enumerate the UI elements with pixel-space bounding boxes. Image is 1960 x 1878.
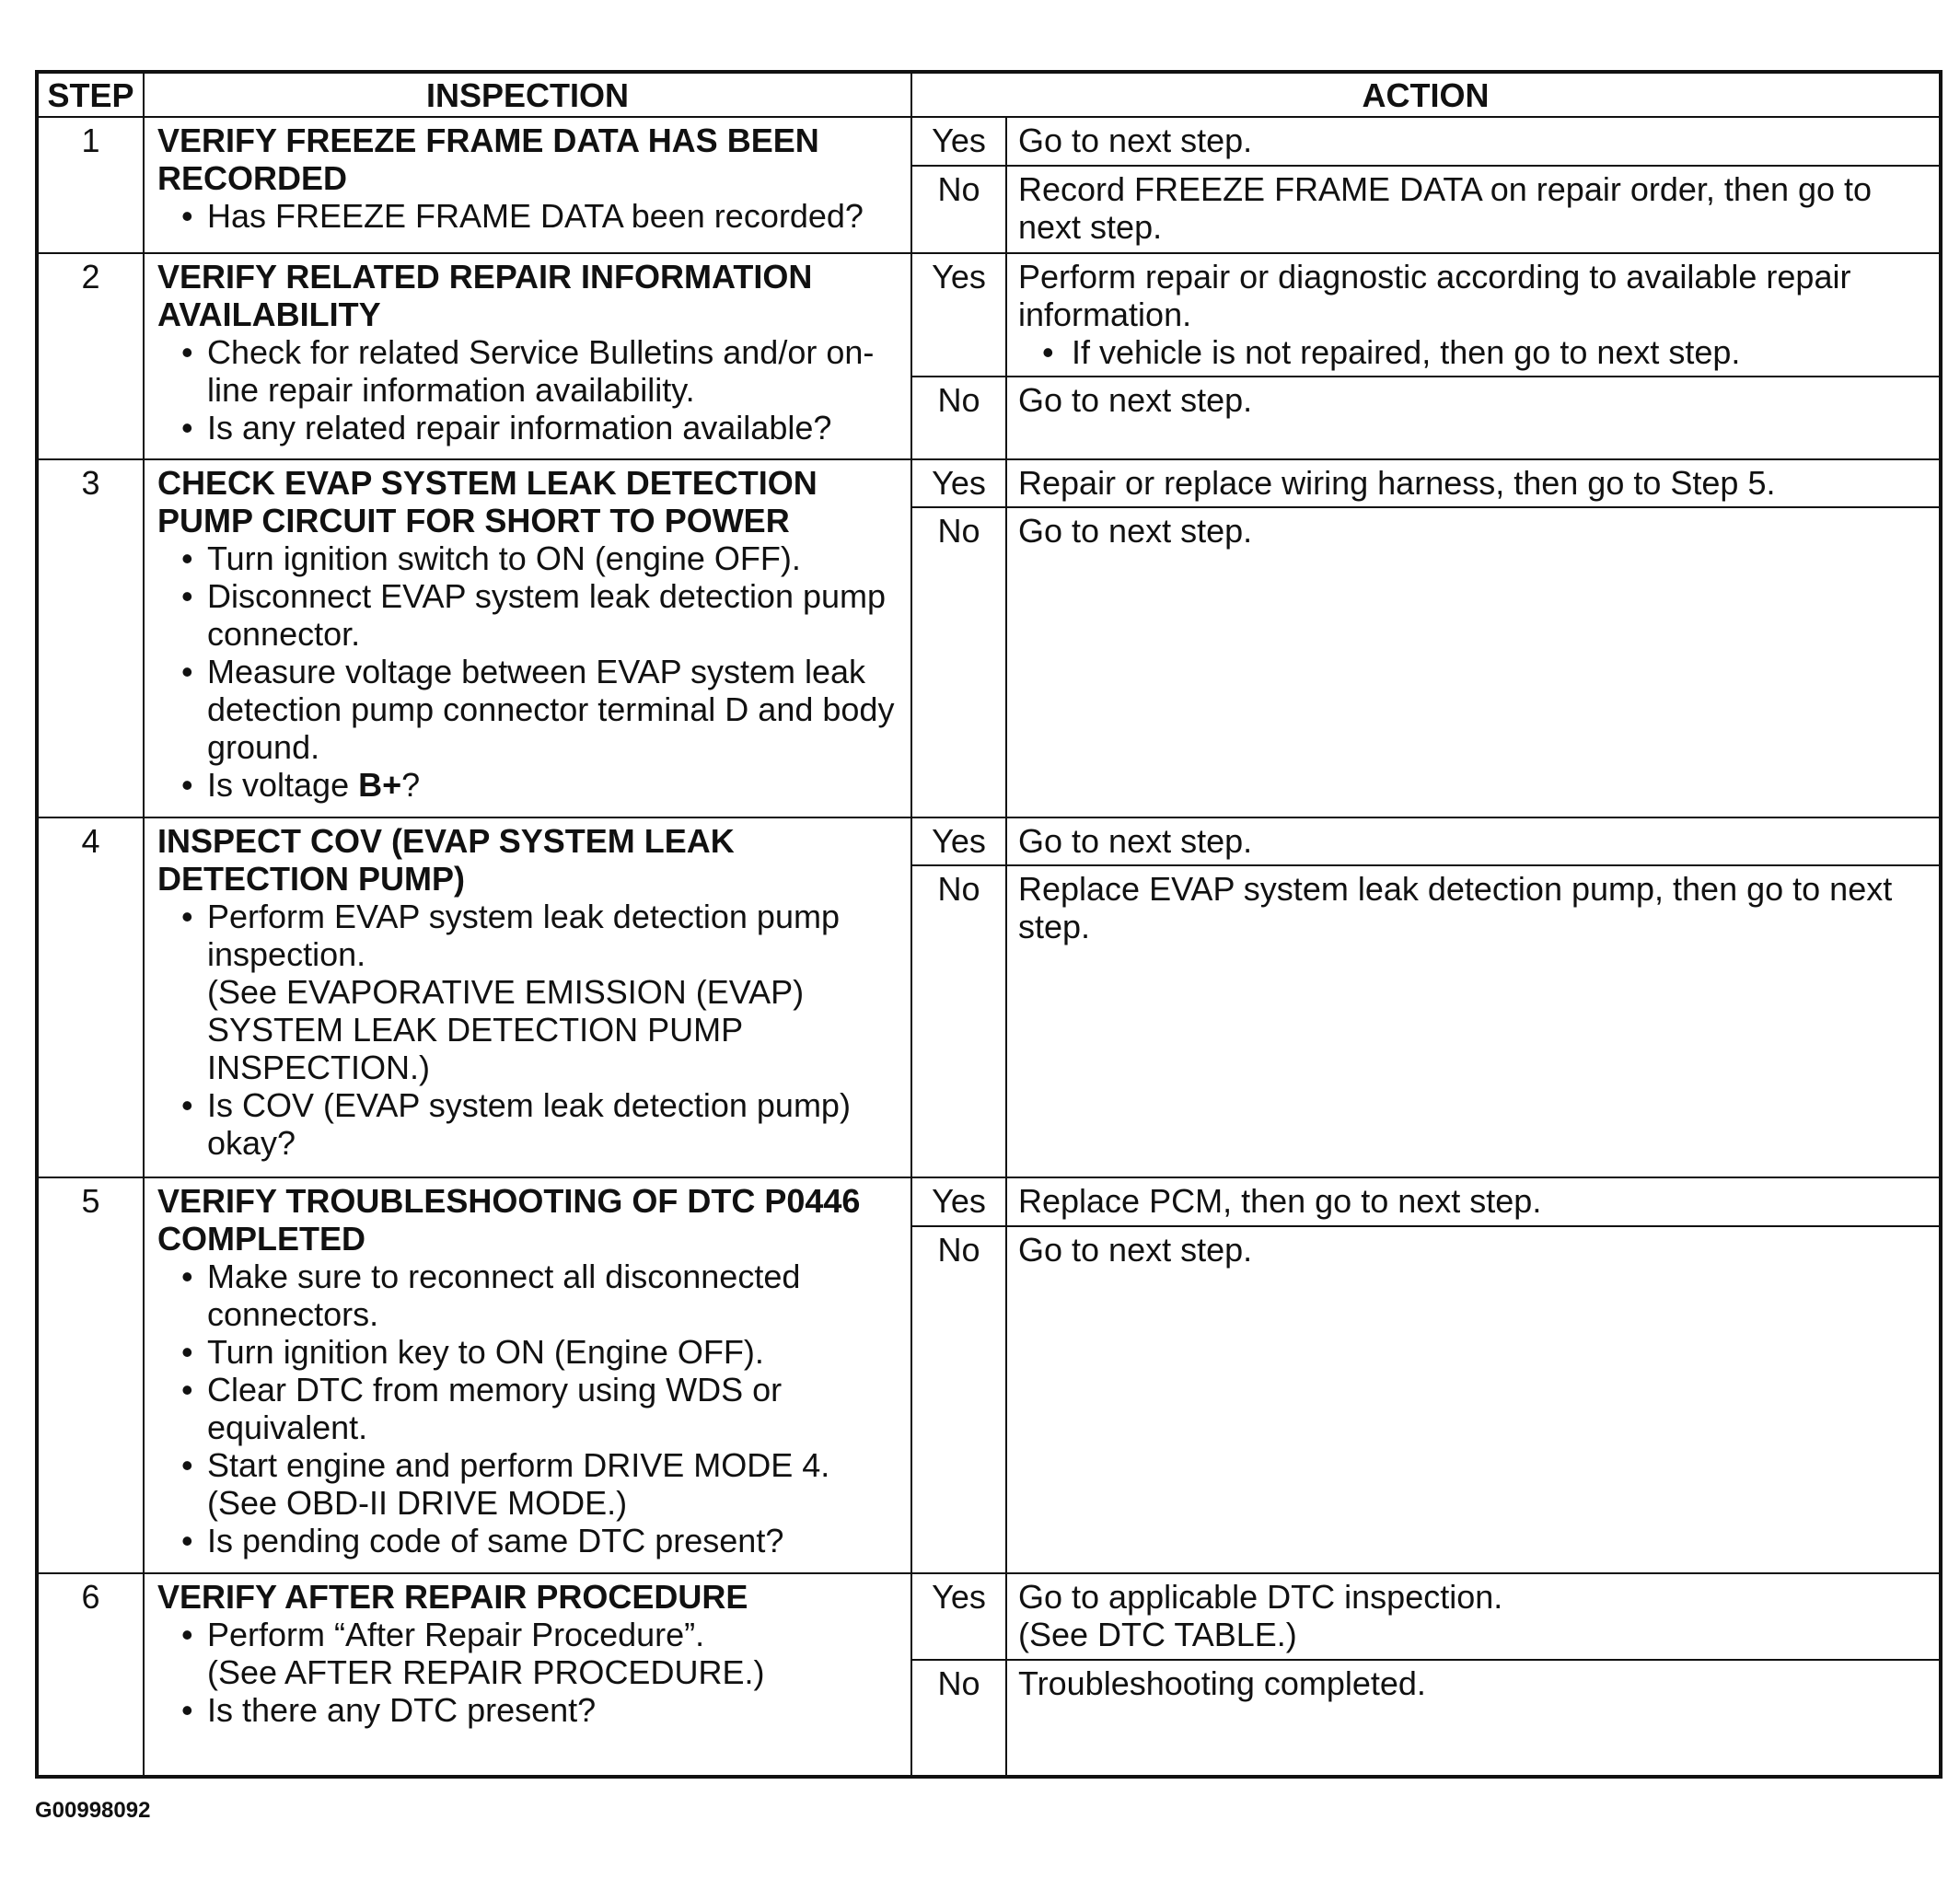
bullet-icon: • xyxy=(181,333,193,372)
bullet-icon: • xyxy=(181,1257,193,1295)
bullet-icon: • xyxy=(181,652,193,690)
no-action: Troubleshooting completed. xyxy=(1006,1660,1941,1777)
bullet-icon: • xyxy=(181,409,193,447)
list-item: • If vehicle is not repaired, then go to next step. xyxy=(1042,333,1741,372)
bullet-icon: • xyxy=(1042,333,1054,372)
no-action: Go to next step. xyxy=(1006,377,1941,459)
step-number: 2 xyxy=(37,253,144,458)
no-label: No xyxy=(911,166,1006,253)
diagnostic-procedure-table xyxy=(35,70,1943,1779)
inspection-title: VERIFY TROUBLESHOOTING OF DTC P0446 COMPLETED xyxy=(157,1181,861,1258)
yes-label: Yes xyxy=(911,117,1006,166)
yes-action: Repair or replace wiring harness, then go to Step 5. xyxy=(1006,459,1941,507)
inspection-title: VERIFY FREEZE FRAME DATA HAS BEEN RECORDED xyxy=(157,122,819,198)
yes-label: Yes xyxy=(911,459,1006,507)
yes-action: Go to next step. xyxy=(1006,817,1941,865)
yes-label: Yes xyxy=(911,1177,1006,1226)
list-item: • Perform EVAP system leak detection pump inspection. (See EVAPORATIVE EMISSION (EVAP) SYSTEM LEAK DETECTION PUMP INSPECTION.) xyxy=(181,898,840,1087)
bullet-icon: • xyxy=(181,898,193,936)
inspection-title: CHECK EVAP SYSTEM LEAK DETECTION PUMP CIRCUIT FOR SHORT TO POWER xyxy=(157,463,818,539)
no-label: No xyxy=(911,507,1006,818)
table-row xyxy=(37,1177,1941,1226)
inspection-bullets xyxy=(157,333,901,446)
inspection-bullets xyxy=(157,197,901,235)
header-action: ACTION xyxy=(911,72,1941,117)
table-row xyxy=(37,817,1941,865)
bullet-icon: • xyxy=(181,1521,193,1559)
inspection-cell xyxy=(144,253,911,458)
bullet-icon: • xyxy=(181,1086,193,1125)
yes-label: Yes xyxy=(911,817,1006,865)
reference-note: (See OBD-II DRIVE MODE.) xyxy=(207,1483,628,1522)
inspection-bullets xyxy=(157,1258,901,1559)
inspection-cell xyxy=(144,1573,911,1777)
bullet-icon: • xyxy=(181,1370,193,1408)
list-item: • Make sure to reconnect all disconnected connectors. xyxy=(181,1257,801,1333)
inspection-bullets xyxy=(157,1616,901,1729)
reference-note: (See EVAPORATIVE EMISSION (EVAP) SYSTEM LEAK DETECTION PUMP INSPECTION.) xyxy=(207,973,805,1087)
list-item: • Clear DTC from memory using WDS or equivalent. xyxy=(181,1370,783,1446)
header-step: STEP xyxy=(37,72,144,117)
yes-action: Perform repair or diagnostic according to available repair information. xyxy=(1018,258,1851,334)
inspection-title: INSPECT COV (EVAP SYSTEM LEAK DETECTION PUMP) xyxy=(157,822,735,898)
yes-action: Go to applicable DTC inspection. xyxy=(1018,1577,1503,1616)
bullet-icon: • xyxy=(181,1690,193,1729)
inspection-bullets xyxy=(157,539,901,804)
list-item: • Is voltage B+? xyxy=(181,765,421,804)
list-item: • Perform “After Repair Procedure”. (See AFTER REPAIR PROCEDURE.) xyxy=(181,1615,765,1691)
figure-code: G00998092 xyxy=(35,1798,151,1823)
step-number: 4 xyxy=(37,817,144,1177)
table-row xyxy=(37,253,1941,376)
no-action: Replace EVAP system leak detection pump, then go to next step. xyxy=(1006,865,1941,1177)
no-label: No xyxy=(911,377,1006,459)
list-item: • Check for related Service Bulletins and/or on-line repair information availability. xyxy=(181,333,875,410)
yes-label: Yes xyxy=(911,1573,1006,1660)
inspection-cell xyxy=(144,1177,911,1573)
inspection-title: VERIFY AFTER REPAIR PROCEDURE xyxy=(157,1577,748,1616)
no-label: No xyxy=(911,865,1006,1177)
bullet-icon: • xyxy=(181,197,193,236)
inspection-cell xyxy=(144,459,911,818)
inspection-title: VERIFY RELATED REPAIR INFORMATION AVAILABILITY xyxy=(157,258,813,334)
table-header-row xyxy=(37,72,1941,117)
bullet-icon: • xyxy=(181,576,193,615)
step-number: 5 xyxy=(37,1177,144,1573)
bullet-icon: • xyxy=(181,1615,193,1653)
inspection-cell xyxy=(144,817,911,1177)
reference-note: (See DTC TABLE.) xyxy=(1018,1615,1297,1653)
no-label: No xyxy=(911,1660,1006,1777)
list-item: • Turn ignition switch to ON (engine OFF). xyxy=(181,539,801,577)
reference-note: (See AFTER REPAIR PROCEDURE.) xyxy=(207,1652,765,1691)
bullet-icon: • xyxy=(181,1332,193,1371)
yes-label: Yes xyxy=(911,253,1006,376)
table-row xyxy=(37,117,1941,166)
bullet-icon: • xyxy=(181,765,193,804)
yes-action: Replace PCM, then go to next step. xyxy=(1006,1177,1941,1226)
list-item: • Start engine and perform DRIVE MODE 4. (See OBD-II DRIVE MODE.) xyxy=(181,1445,830,1522)
step-number: 3 xyxy=(37,459,144,818)
step-number: 1 xyxy=(37,117,144,253)
bullet-icon: • xyxy=(181,539,193,577)
inspection-bullets xyxy=(157,898,901,1162)
no-action: Go to next step. xyxy=(1006,1226,1941,1573)
yes-action: Go to next step. xyxy=(1006,117,1941,166)
list-item: • Is there any DTC present? xyxy=(181,1690,597,1729)
table-row xyxy=(37,1573,1941,1660)
yes-action-cell xyxy=(1006,253,1941,376)
list-item: • Has FREEZE FRAME DATA been recorded? xyxy=(181,197,864,236)
bullet-icon: • xyxy=(181,1445,193,1484)
table-row xyxy=(37,459,1941,507)
inspection-cell xyxy=(144,117,911,253)
header-inspection: INSPECTION xyxy=(144,72,911,117)
action-bullets xyxy=(1018,333,1928,371)
list-item: • Disconnect EVAP system leak detection pump connector. xyxy=(181,576,887,653)
yes-action-cell xyxy=(1006,1573,1941,1660)
list-item: • Turn ignition key to ON (Engine OFF). xyxy=(181,1332,764,1371)
list-item: • Is COV (EVAP system leak detection pump) okay? xyxy=(181,1086,851,1163)
step-number: 6 xyxy=(37,1573,144,1777)
no-label: No xyxy=(911,1226,1006,1573)
list-item: • Is any related repair information available? xyxy=(181,409,832,447)
no-action: Record FREEZE FRAME DATA on repair order, then go to next step. xyxy=(1006,166,1941,253)
list-item: • Is pending code of same DTC present? xyxy=(181,1521,784,1559)
list-item: • Measure voltage between EVAP system leak detection pump connector terminal D and body ground. xyxy=(181,652,895,766)
no-action: Go to next step. xyxy=(1006,507,1941,818)
